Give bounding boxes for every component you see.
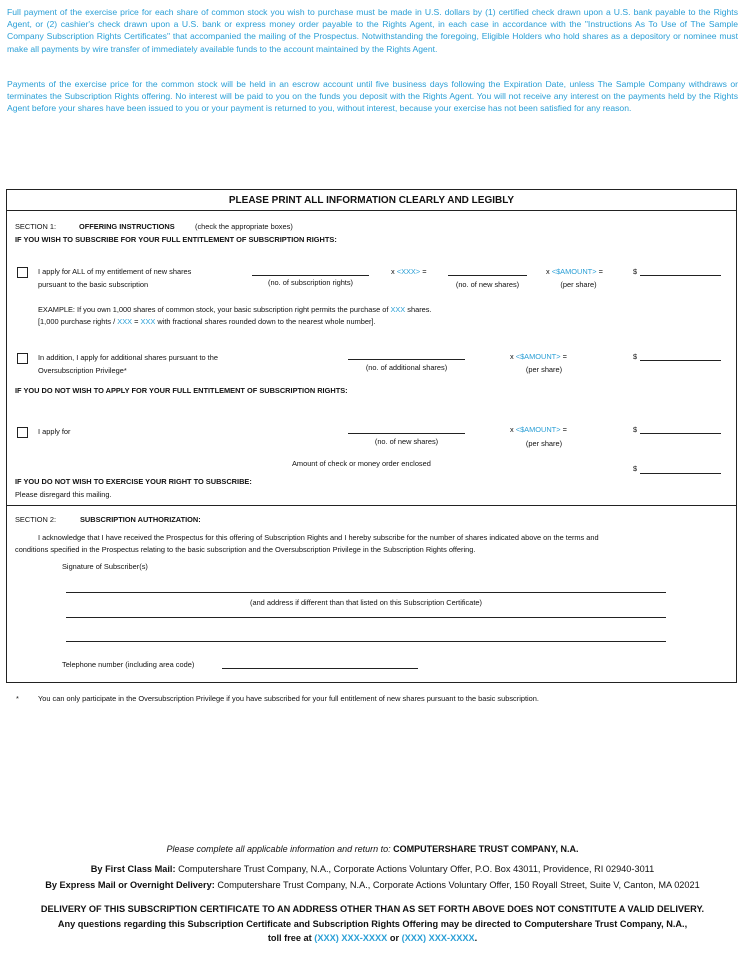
toll-free-line: toll free at (XXX) XXX-XXXX or (XXX) XXX-XXXX. [267, 933, 478, 943]
row3-dollar-sign: $ [633, 425, 638, 434]
row2-text-line2: Oversubscription Privilege* [38, 366, 127, 375]
toll-free-phone-1[interactable]: (XXX) XXX-XXXX [314, 933, 388, 943]
additional-shares-field[interactable] [348, 359, 465, 360]
footnote-marker: * [16, 694, 19, 703]
amount-enclosed-label: Amount of check or money order enclosed [292, 459, 431, 468]
row2-price: x <$AMOUNT> = [510, 352, 567, 361]
row3-amount-field[interactable] [640, 433, 721, 434]
row1-dollar-sign: $ [633, 267, 638, 276]
footnote-text: You can only participate in the Oversubscription Privilege if you have subscribed for your full entitlement of new shares pursuant to the basic subscription. [38, 694, 539, 703]
telephone-label: Telephone number (including area code) [62, 660, 195, 669]
intro-payment-paragraph: Full payment of the exercise price for each share of common stock you wish to purchase must be made in U.S. dollars by (1) certified check drawn upon a U.S. bank payable to the Rights Agent, or (2) cashier's check drawn upon a U.S. bank or express money order payable to the Rights Agent, in each case in accordance with the "Instructions As To Use of The Sample Company Subscription Rights Certificates" that accompanied the mailing of the Prospectus. Notwithstanding the foregoing, Eligible Holders who hold shares as a depository or nominee must make all payments by wire transfer of immediately available funds to the account maintained by the Rights Agent. [7, 7, 738, 54]
row2-dollar-sign: $ [633, 352, 638, 361]
row1-price: x <$AMOUNT> = [546, 267, 603, 276]
amount-enclosed-field[interactable] [640, 473, 721, 474]
row3-new-shares-caption: (no. of new shares) [374, 437, 439, 446]
section1-title: OFFERING INSTRUCTIONS [79, 222, 175, 231]
row2-text-line1: In addition, I apply for additional shares pursuant to the [38, 353, 218, 362]
no-exercise-heading: IF YOU DO NOT WISH TO EXERCISE YOUR RIGHT TO SUBSCRIBE: [15, 477, 252, 486]
delivery-warning: DELIVERY OF THIS SUBSCRIPTION CERTIFICATE TO AN ADDRESS OTHER THAN AS SET FORTH ABOVE DOES NOT CONSTITUTE A VALID DELIVERY. [40, 904, 705, 914]
first-class-mail-address: By First Class Mail: Computershare Trust Company, N.A., Corporate Actions Voluntary Offer, P.O. Box 43011, Providence, RI 02940-3011 [90, 864, 655, 874]
row3-text: I apply for [38, 427, 71, 436]
subscription-rights-field[interactable] [252, 275, 369, 276]
row2-amount-field[interactable] [640, 360, 721, 361]
disregard-text: Please disregard this mailing. [15, 490, 112, 499]
row1-new-shares-field[interactable] [448, 275, 527, 276]
row1-text-line1: I apply for ALL of my entitlement of new shares [38, 267, 192, 276]
signature-line[interactable] [66, 592, 666, 593]
subscription-rights-caption: (no. of subscription rights) [267, 278, 354, 287]
example-line1: EXAMPLE: If you own 1,000 shares of common stock, your basic subscription right permits the purchase of XXX shares. [38, 305, 432, 314]
acknowledgement-line2: conditions specified in the Prospectus relating to the basic subscription and the Oversubscription Privilege in the Subscription Rights offering. [15, 545, 476, 554]
partial-apply-checkbox[interactable] [17, 427, 28, 438]
row1-price-caption: (per share) [560, 280, 597, 289]
row1-new-shares-caption: (no. of new shares) [455, 280, 520, 289]
section1-note: (check the appropriate boxes) [195, 222, 293, 231]
subscription-form-frame [6, 189, 737, 683]
address-line-1[interactable] [66, 617, 666, 618]
example-line2: [1,000 purchase rights / XXX = XXX with fractional shares rounded down to the nearest whole number]. [38, 317, 376, 326]
form-header: PLEASE PRINT ALL INFORMATION CLEARLY AND LEGIBLY [228, 195, 515, 206]
signature-label: Signature of Subscriber(s) [62, 562, 148, 571]
row1-amount-field[interactable] [640, 275, 721, 276]
row1-text-line2: pursuant to the basic subscription [38, 280, 149, 289]
row3-price: x <$AMOUNT> = [510, 425, 567, 434]
section-divider [6, 505, 737, 506]
section2-title: SUBSCRIPTION AUTHORIZATION: [80, 515, 201, 524]
express-mail-address: By Express Mail or Overnight Delivery: Computershare Trust Company, N.A., Corporate Actions Voluntary Offer, 150 Royall Street, Suite V, Canton, MA 02021 [45, 880, 700, 890]
row1-multiplier: x <XXX> = [391, 267, 427, 276]
telephone-field[interactable] [222, 668, 418, 669]
toll-free-phone-2[interactable]: (XXX) XXX-XXXX [401, 933, 475, 943]
intro-escrow-paragraph: Payments of the exercise price for the common stock will be held in an escrow account until five business days following the Expiration Date, unless The Sample Company withdraws or terminates the Subscription Rights offering. No interest will be paid to you on the funds you deposit with the Rights Agent. You will not receive any interest on the payments held by the Rights Agent before your shares have been issued to you or your payment is returned to you, without interest, because your exercise has not been satisfied for any reason. [7, 79, 738, 114]
questions-text: Any questions regarding this Subscription Certificate and Subscription Rights Offering may be directed to Computershare Trust Company, N.A., [57, 919, 688, 929]
return-instructions: Please complete all applicable information and return to: COMPUTERSHARE TRUST COMPANY, N.A. [166, 844, 579, 854]
row2-price-caption: (per share) [525, 365, 563, 374]
address-caption: (and address if different than that listed on this Subscription Certificate) [250, 598, 482, 607]
address-line-2[interactable] [66, 641, 666, 642]
header-divider [6, 210, 737, 211]
additional-shares-caption: (no. of additional shares) [365, 363, 448, 372]
partial-entitlement-heading: IF YOU DO NOT WISH TO APPLY FOR YOUR FULL ENTITLEMENT OF SUBSCRIPTION RIGHTS: [15, 386, 348, 395]
full-entitlement-checkbox[interactable] [17, 267, 28, 278]
full-entitlement-heading: IF YOU WISH TO SUBSCRIBE FOR YOUR FULL ENTITLEMENT OF SUBSCRIPTION RIGHTS: [15, 235, 337, 244]
row3-price-caption: (per share) [525, 439, 563, 448]
acknowledgement-line1: I acknowledge that I have received the Prospectus for this offering of Subscription Rights and I hereby subscribe for the number of shares indicated above on the terms and [38, 533, 599, 542]
section1-label: SECTION 1: [15, 222, 57, 231]
section2-label: SECTION 2: [15, 515, 57, 524]
row3-new-shares-field[interactable] [348, 433, 465, 434]
amount-enclosed-dollar-sign: $ [633, 464, 638, 473]
oversubscription-checkbox[interactable] [17, 353, 28, 364]
